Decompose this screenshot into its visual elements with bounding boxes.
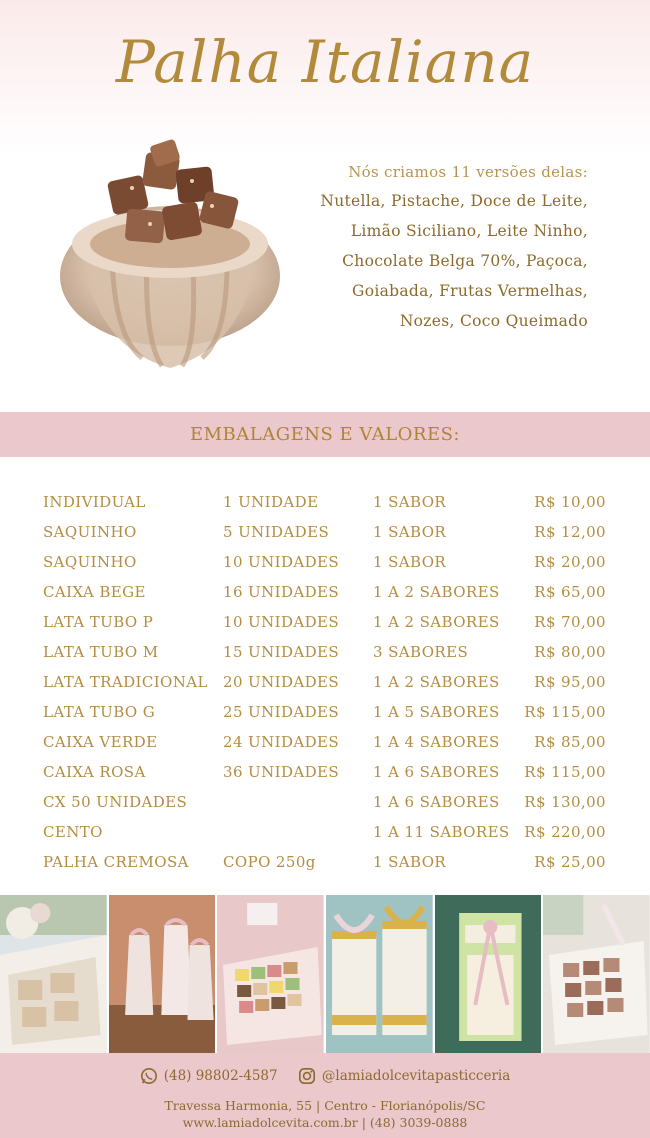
price-row <box>0 577 650 607</box>
gallery-photo-green-box <box>435 895 542 1053</box>
flavor-line: Chocolate Belga 70%, Paçoca, <box>342 252 588 270</box>
package-name: SAQUINHO <box>43 523 137 541</box>
gallery-photo-tins <box>326 895 433 1053</box>
page-title: Palha Italiana <box>115 28 535 96</box>
flavor-line: Nutella, Pistache, Doce de Leite, <box>320 192 588 210</box>
package-quantity: COPO 250g <box>223 853 316 871</box>
flavor-line: Limão Siciliano, Leite Ninho, <box>350 222 588 240</box>
package-name: LATA TRADICIONAL <box>43 673 208 691</box>
instagram-handle: @lamiadolcevitapasticceria <box>321 1068 511 1084</box>
instagram-contact[interactable] <box>298 1067 510 1085</box>
flavor-description <box>258 158 588 336</box>
package-price: R$ 25,00 <box>534 853 606 871</box>
package-flavors: 1 A 2 SABORES <box>373 673 500 691</box>
package-flavors: 1 SABOR <box>373 553 447 571</box>
package-price: R$ 130,00 <box>524 793 606 811</box>
price-row <box>0 787 650 817</box>
gallery-photo-white-box <box>543 895 650 1053</box>
package-quantity: 24 UNIDADES <box>223 733 340 751</box>
package-name: SAQUINHO <box>43 553 137 571</box>
package-name: INDIVIDUAL <box>43 493 146 511</box>
package-flavors: 3 SABORES <box>373 643 469 661</box>
package-price: R$ 65,00 <box>534 583 606 601</box>
package-name: CAIXA BEGE <box>43 583 146 601</box>
package-quantity: 36 UNIDADES <box>223 763 340 781</box>
package-flavors: 1 SABOR <box>373 493 447 511</box>
package-price: R$ 12,00 <box>534 523 606 541</box>
package-flavors: 1 A 2 SABORES <box>373 583 500 601</box>
phone-number: (48) 98802-4587 <box>163 1068 278 1084</box>
product-image <box>52 136 292 376</box>
footer <box>0 1053 650 1138</box>
price-row <box>0 817 650 847</box>
package-price: R$ 70,00 <box>534 613 606 631</box>
price-row <box>0 637 650 667</box>
package-flavors: 1 A 4 SABORES <box>373 733 500 751</box>
section-title: EMBALAGENS E VALORES: <box>0 412 650 457</box>
package-name: LATA TUBO M <box>43 643 159 661</box>
package-flavors: 1 A 6 SABORES <box>373 763 500 781</box>
package-price: R$ 95,00 <box>534 673 606 691</box>
price-row <box>0 757 650 787</box>
price-row <box>0 727 650 757</box>
package-flavors: 1 SABOR <box>373 523 447 541</box>
whatsapp-icon <box>140 1067 158 1085</box>
price-row <box>0 517 650 547</box>
instagram-icon <box>298 1067 316 1085</box>
package-quantity: 25 UNIDADES <box>223 703 340 721</box>
package-quantity: 20 UNIDADES <box>223 673 340 691</box>
package-price: R$ 115,00 <box>524 703 606 721</box>
gallery-photo-beige-box <box>0 895 107 1053</box>
website-phone[interactable]: www.lamiadolcevita.com.br | (48) 3039-0888 <box>182 1115 468 1130</box>
price-row <box>0 487 650 517</box>
price-row <box>0 547 650 577</box>
package-quantity: 16 UNIDADES <box>223 583 340 601</box>
price-row <box>0 697 650 727</box>
price-row <box>0 847 650 877</box>
package-name: CAIXA VERDE <box>43 733 158 751</box>
package-name: CX 50 UNIDADES <box>43 793 188 811</box>
price-row <box>0 667 650 697</box>
photo-gallery <box>0 895 650 1053</box>
package-flavors: 1 A 2 SABORES <box>373 613 500 631</box>
package-quantity: 15 UNIDADES <box>223 643 340 661</box>
whatsapp-contact[interactable] <box>140 1067 278 1085</box>
gallery-photo-colorful-box <box>217 895 324 1053</box>
flavor-line: Goiabada, Frutas Vermelhas, <box>352 282 588 300</box>
package-price: R$ 20,00 <box>534 553 606 571</box>
package-name: LATA TUBO P <box>43 613 154 631</box>
price-row <box>0 607 650 637</box>
package-flavors: 1 A 5 SABORES <box>373 703 500 721</box>
package-name: CAIXA ROSA <box>43 763 146 781</box>
flavor-intro: Nós criamos 11 versões delas: <box>348 163 588 181</box>
package-price: R$ 220,00 <box>524 823 606 841</box>
package-flavors: 1 SABOR <box>373 853 447 871</box>
package-price: R$ 85,00 <box>534 733 606 751</box>
gallery-photo-bags <box>109 895 216 1053</box>
package-quantity: 10 UNIDADES <box>223 613 340 631</box>
price-table <box>0 487 650 877</box>
package-flavors: 1 A 6 SABORES <box>373 793 500 811</box>
package-price: R$ 80,00 <box>534 643 606 661</box>
package-name: LATA TUBO G <box>43 703 156 721</box>
package-price: R$ 115,00 <box>524 763 606 781</box>
flavor-line: Nozes, Coco Queimado <box>399 312 588 330</box>
footer-contacts <box>0 1067 650 1085</box>
package-name: PALHA CREMOSA <box>43 853 189 871</box>
package-price: R$ 10,00 <box>534 493 606 511</box>
footer-address-block <box>0 1097 650 1131</box>
package-quantity: 10 UNIDADES <box>223 553 340 571</box>
package-quantity: 1 UNIDADE <box>223 493 319 511</box>
package-name: CENTO <box>43 823 103 841</box>
address: Travessa Harmonia, 55 | Centro - Florianópolis/SC <box>164 1098 486 1113</box>
package-flavors: 1 A 11 SABORES <box>373 823 510 841</box>
package-quantity: 5 UNIDADES <box>223 523 330 541</box>
